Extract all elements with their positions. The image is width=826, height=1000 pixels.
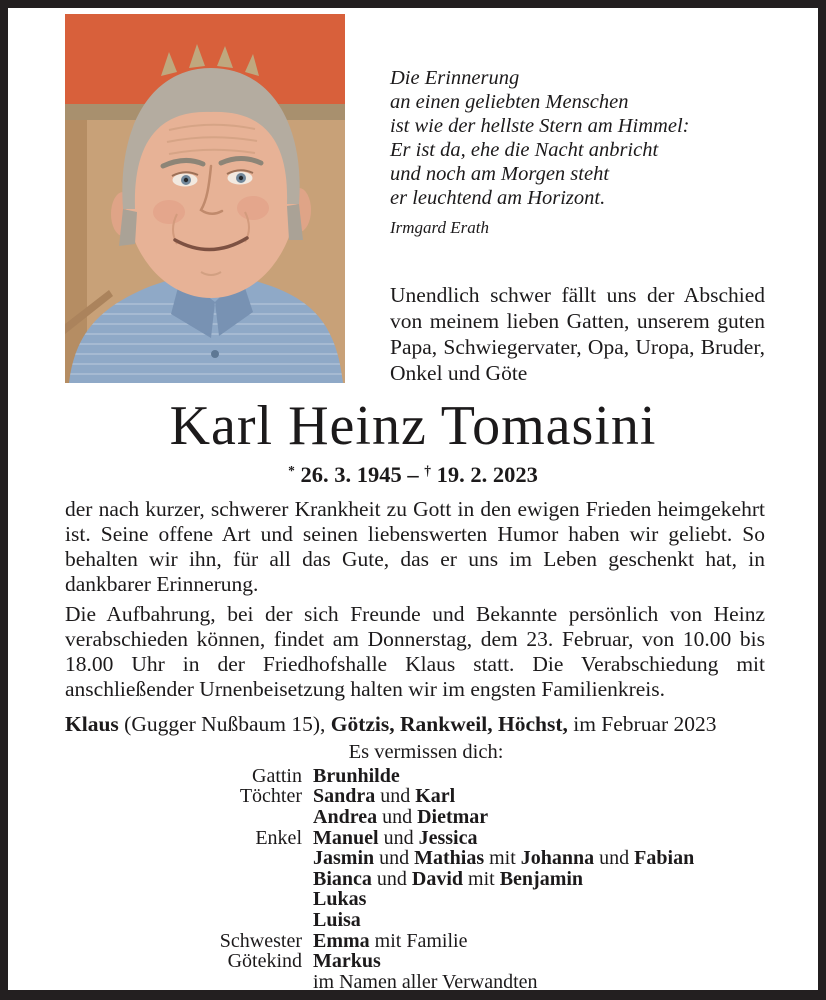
text-segment: mit xyxy=(484,847,521,870)
family-row xyxy=(65,807,765,828)
location-date-line xyxy=(65,712,765,737)
condolence-intro-paragraph: Unendlich schwer fällt uns der Abschied von meinem lieben Gatten, unserem guten Papa, Schwiegervater, Opa, Uropa, Bruder, Onkel und Göte xyxy=(390,283,765,385)
life-dates xyxy=(8,459,818,487)
poem-line: er leuchtend am Horizont. xyxy=(390,187,606,209)
poem-line: Er ist da, ehe die Nacht anbricht xyxy=(390,139,659,161)
text-segment: 26. 3. 1945 – xyxy=(294,461,425,487)
text-segment: Fabian xyxy=(634,847,695,870)
poem-author: Irmgard Erath xyxy=(390,218,490,237)
text-segment: Götzis, Rankweil, Höchst, xyxy=(330,711,568,736)
text-segment: mit Familie xyxy=(369,929,468,952)
family-names xyxy=(302,828,477,849)
photo-cheek-left xyxy=(153,200,185,224)
family-names xyxy=(302,807,488,828)
photo-pupil-left xyxy=(184,178,188,182)
text-segment: Sandra xyxy=(313,785,376,808)
obituary-page xyxy=(8,8,818,990)
family-role-label xyxy=(65,910,302,931)
family-role-label xyxy=(65,972,302,990)
text-segment: Jasmin xyxy=(313,847,375,870)
family-names xyxy=(302,786,455,807)
text-segment: † xyxy=(424,463,431,478)
right-column xyxy=(390,14,765,386)
text-segment: Karl xyxy=(415,785,456,808)
portrait-illustration xyxy=(65,14,345,383)
text-segment: (Gugger Nußbaum 15), xyxy=(118,711,331,736)
top-section xyxy=(8,8,818,386)
text-segment: Manuel xyxy=(313,826,379,849)
text-segment: mit xyxy=(463,867,500,890)
text-segment: Benjamin xyxy=(499,867,584,890)
family-names xyxy=(302,869,583,890)
family-row xyxy=(65,786,765,807)
family-role-label: Schwester xyxy=(219,929,302,952)
text-segment: Andrea xyxy=(313,805,378,828)
text-segment: Klaus xyxy=(65,711,119,736)
family-row xyxy=(65,848,765,869)
family-names xyxy=(302,972,538,990)
text-segment: Jessica xyxy=(418,826,478,849)
text-segment: Mathias xyxy=(414,847,485,870)
obituary-paragraph-2: Die Aufbahrung, bei der sich Freunde und Bekannte persönlich von Heinz verabschieden können, findet am Donnerstag, dem 23. Februar, von 10.00 bis 18.00 Uhr in der Friedhofshalle Klaus statt. Die Verabschiedung mit anschließender Urnenbeisetzung halten wir im engsten Familienkreis. xyxy=(65,601,765,701)
family-role-label xyxy=(65,848,302,869)
family-names xyxy=(302,848,694,869)
family-names xyxy=(302,931,467,952)
family-names xyxy=(302,951,381,972)
family-role-label xyxy=(65,807,302,828)
photo-pupil-right xyxy=(239,176,243,180)
family-role-label: Gattin xyxy=(252,764,302,787)
text-segment: und xyxy=(377,805,418,828)
text-segment: Emma xyxy=(313,929,370,952)
photo-shirt-button xyxy=(211,350,219,358)
text-segment: David xyxy=(411,867,464,890)
text-segment: und xyxy=(374,847,415,870)
text-segment: Bianca xyxy=(313,867,372,890)
text-segment: Brunhilde xyxy=(313,764,400,787)
text-segment: Markus xyxy=(313,950,381,973)
family-names xyxy=(302,910,361,931)
poem-line: ist wie der hellste Stern am Himmel: xyxy=(390,115,690,137)
family-role-label: Götekind xyxy=(227,950,302,973)
obituary-paragraph-1: der nach kurzer, schwerer Krankheit zu Gott in den ewigen Frieden heimgekehrt ist. Seine offene Art und seinen liebenswerten Humor haben wir geliebt. So behalten wir ihn, für all das Gute, das er uns im Leben geschenkt hat, in dankbarer Erinnerung. xyxy=(65,496,765,596)
family-row xyxy=(65,828,765,849)
family-row xyxy=(65,951,765,972)
text-segment: im Februar 2023 xyxy=(567,711,717,736)
family-row xyxy=(65,889,765,910)
text-segment: und xyxy=(371,867,412,890)
text-segment: 19. 2. 2023 xyxy=(431,461,538,487)
text-segment: Luisa xyxy=(313,908,361,931)
family-role-label xyxy=(65,869,302,890)
poem-line: Die Erinnerung xyxy=(390,67,520,89)
text-segment: und xyxy=(378,826,419,849)
family-row xyxy=(65,766,765,787)
text-segment: * xyxy=(288,463,295,478)
text-segment: im Namen aller Verwandten xyxy=(313,970,538,990)
family-role-label: Töchter xyxy=(239,785,302,808)
portrait-photo xyxy=(65,14,345,383)
family-role-label xyxy=(65,889,302,910)
poem-line: und noch am Morgen steht xyxy=(390,163,610,185)
farewell-intro: Es vermissen dich: xyxy=(348,740,504,763)
text-segment: Lukas xyxy=(313,888,367,911)
family-row xyxy=(65,910,765,931)
poem-line: an einen geliebten Menschen xyxy=(390,91,629,113)
family-list xyxy=(65,766,765,990)
photo-cheek-right xyxy=(237,196,269,220)
text-segment: und xyxy=(375,785,416,808)
family-names xyxy=(302,889,366,910)
deceased-name: Karl Heinz Tomasini xyxy=(169,395,657,457)
family-role-label: Enkel xyxy=(255,826,302,849)
family-row xyxy=(65,972,765,990)
memorial-poem xyxy=(390,66,765,210)
family-row xyxy=(65,931,765,952)
family-names xyxy=(302,766,400,787)
text-segment: Johanna xyxy=(520,847,595,870)
family-row xyxy=(65,869,765,890)
text-segment: und xyxy=(594,847,635,870)
text-segment: Dietmar xyxy=(417,805,489,828)
